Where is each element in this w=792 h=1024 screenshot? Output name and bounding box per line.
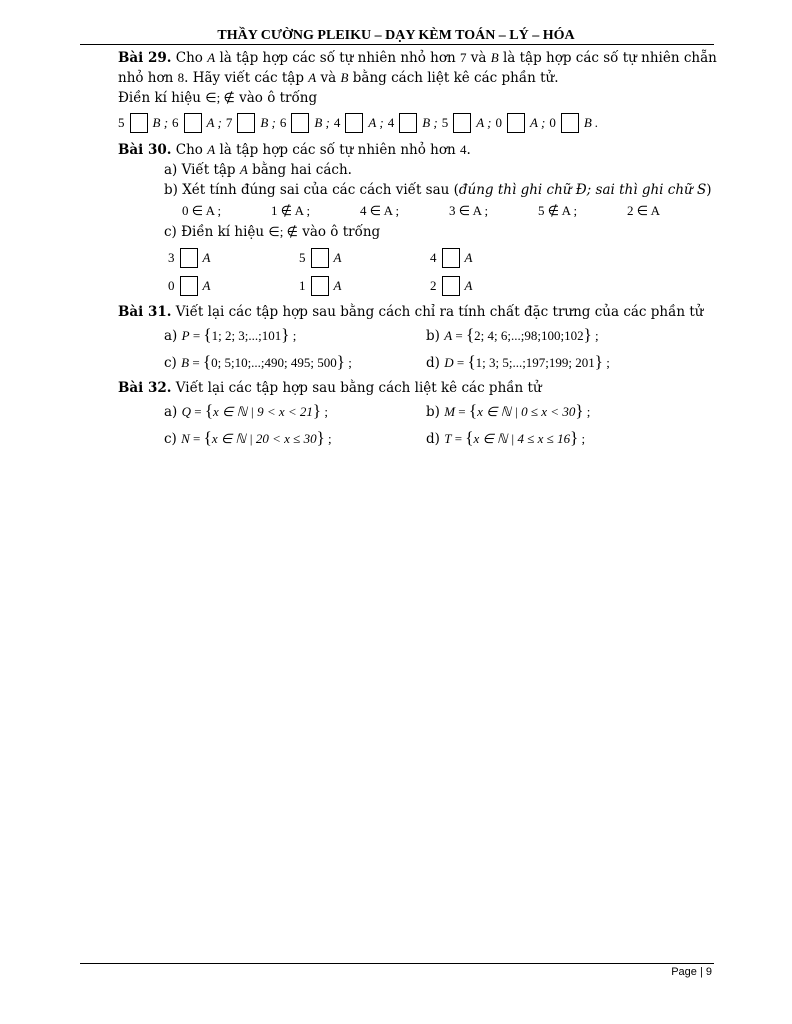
statement: 0 ∈ A ; xyxy=(182,203,222,218)
answer-box[interactable] xyxy=(507,113,525,133)
bai30-intro: Bài 30. Cho A là tập hợp các số tự nhiên nhỏ hơn 4. xyxy=(118,142,471,158)
page-number: Page | 9 xyxy=(671,966,712,978)
bai29-line2: nhỏ hơn 8. Hãy viết các tập A và B bằng cách liệt kê các phần tử. xyxy=(118,70,559,86)
set-item: c) N = {x ∈ ℕ | 20 < x ≤ 30} ; xyxy=(164,428,332,447)
document-body xyxy=(118,48,718,452)
fill-item: 0 A xyxy=(168,276,299,296)
fill-item: 5 B ; xyxy=(118,113,168,133)
statement: 4 ∈ A ; xyxy=(360,203,400,218)
statement: 5 ∉ A ; xyxy=(538,203,578,218)
answer-box[interactable] xyxy=(237,113,255,133)
set-item: d) D = {1; 3; 5;...;197;199; 201} ; xyxy=(426,352,610,371)
bai30-grid-row-1 xyxy=(118,246,718,270)
bai29-fill-instruction: Điền kí hiệu ∈; ∉ vào ô trống xyxy=(118,90,318,106)
fill-item: 5 A ; xyxy=(442,113,492,133)
header-rule xyxy=(80,44,714,45)
fill-item: 4 A ; xyxy=(334,113,384,133)
set-item: b) M = {x ∈ ℕ | 0 ≤ x < 30} ; xyxy=(426,401,591,420)
bai30-true-false-row xyxy=(118,200,718,222)
answer-box[interactable] xyxy=(442,276,460,296)
set-item: a) Q = {x ∈ ℕ | 9 < x < 21} ; xyxy=(164,401,328,420)
fill-item: 1 A xyxy=(299,276,430,296)
set-item: c) B = {0; 5;10;...;490; 495; 500} ; xyxy=(164,352,352,371)
bai30-part-a: a) Viết tập A bằng hai cách. xyxy=(164,162,352,178)
bai30-grid-row-2 xyxy=(118,274,718,298)
fill-item: 0 A ; xyxy=(496,113,546,133)
footer-rule xyxy=(80,963,714,964)
answer-box[interactable] xyxy=(311,248,329,268)
fill-item: 2 A xyxy=(430,276,561,296)
fill-item: 4 A xyxy=(430,248,561,268)
bai30-label: Bài 30. xyxy=(118,142,172,158)
statement: 3 ∈ A ; xyxy=(449,203,489,218)
bai31-row-1 xyxy=(118,322,718,349)
answer-box[interactable] xyxy=(130,113,148,133)
bai29-label: Bài 29. xyxy=(118,50,172,66)
answer-box[interactable] xyxy=(311,276,329,296)
fill-item: 4 B ; xyxy=(388,113,438,133)
answer-box[interactable] xyxy=(453,113,471,133)
fill-item: 6 A ; xyxy=(172,113,222,133)
page-header: THẦY CƯỜNG PLEIKU – DẠY KÈM TOÁN – LÝ – HÓA xyxy=(217,28,575,43)
fill-item: 0 B . xyxy=(549,113,598,133)
answer-box[interactable] xyxy=(184,113,202,133)
statement: 2 ∈ A xyxy=(627,203,660,218)
fill-item: 3 A xyxy=(168,248,299,268)
answer-box[interactable] xyxy=(291,113,309,133)
answer-box[interactable] xyxy=(561,113,579,133)
answer-box[interactable] xyxy=(180,276,198,296)
statement: 1 ∉ A ; xyxy=(271,203,311,218)
bai29-line1: Bài 29. Cho A là tập hợp các số tự nhiên nhỏ hơn 7 và B là tập hợp các số tự nhiên chẵn xyxy=(118,50,717,66)
bai30-part-c: c) Điền kí hiệu ∈; ∉ vào ô trống xyxy=(164,224,381,240)
bai29-fill-row xyxy=(118,112,718,134)
bai32-label: Bài 32. xyxy=(118,380,172,396)
bai32-intro: Bài 32. Viết lại các tập hợp sau bằng cách liệt kê các phần tử xyxy=(118,380,542,396)
set-item: a) P = {1; 2; 3;...;101} ; xyxy=(164,325,297,344)
answer-box[interactable] xyxy=(180,248,198,268)
answer-box[interactable] xyxy=(399,113,417,133)
bai32-row-2 xyxy=(118,425,718,452)
bai30-part-b: b) Xét tính đúng sai của các cách viết sau (đúng thì ghi chữ Đ; sai thì ghi chữ S) xyxy=(164,182,712,198)
bai31-intro: Bài 31. Viết lại các tập hợp sau bằng cách chỉ ra tính chất đặc trưng của các phần tử xyxy=(118,304,704,320)
fill-item: 5 A xyxy=(299,248,430,268)
fill-item: 7 B ; xyxy=(226,113,276,133)
bai31-label: Bài 31. xyxy=(118,304,172,320)
answer-box[interactable] xyxy=(442,248,460,268)
set-item: b) A = {2; 4; 6;...;98;100;102} ; xyxy=(426,325,599,344)
bai32-row-1 xyxy=(118,398,718,425)
fill-item: 6 B ; xyxy=(280,113,330,133)
answer-box[interactable] xyxy=(345,113,363,133)
set-item: d) T = {x ∈ ℕ | 4 ≤ x ≤ 16} ; xyxy=(426,428,586,447)
bai31-row-2 xyxy=(118,349,718,376)
